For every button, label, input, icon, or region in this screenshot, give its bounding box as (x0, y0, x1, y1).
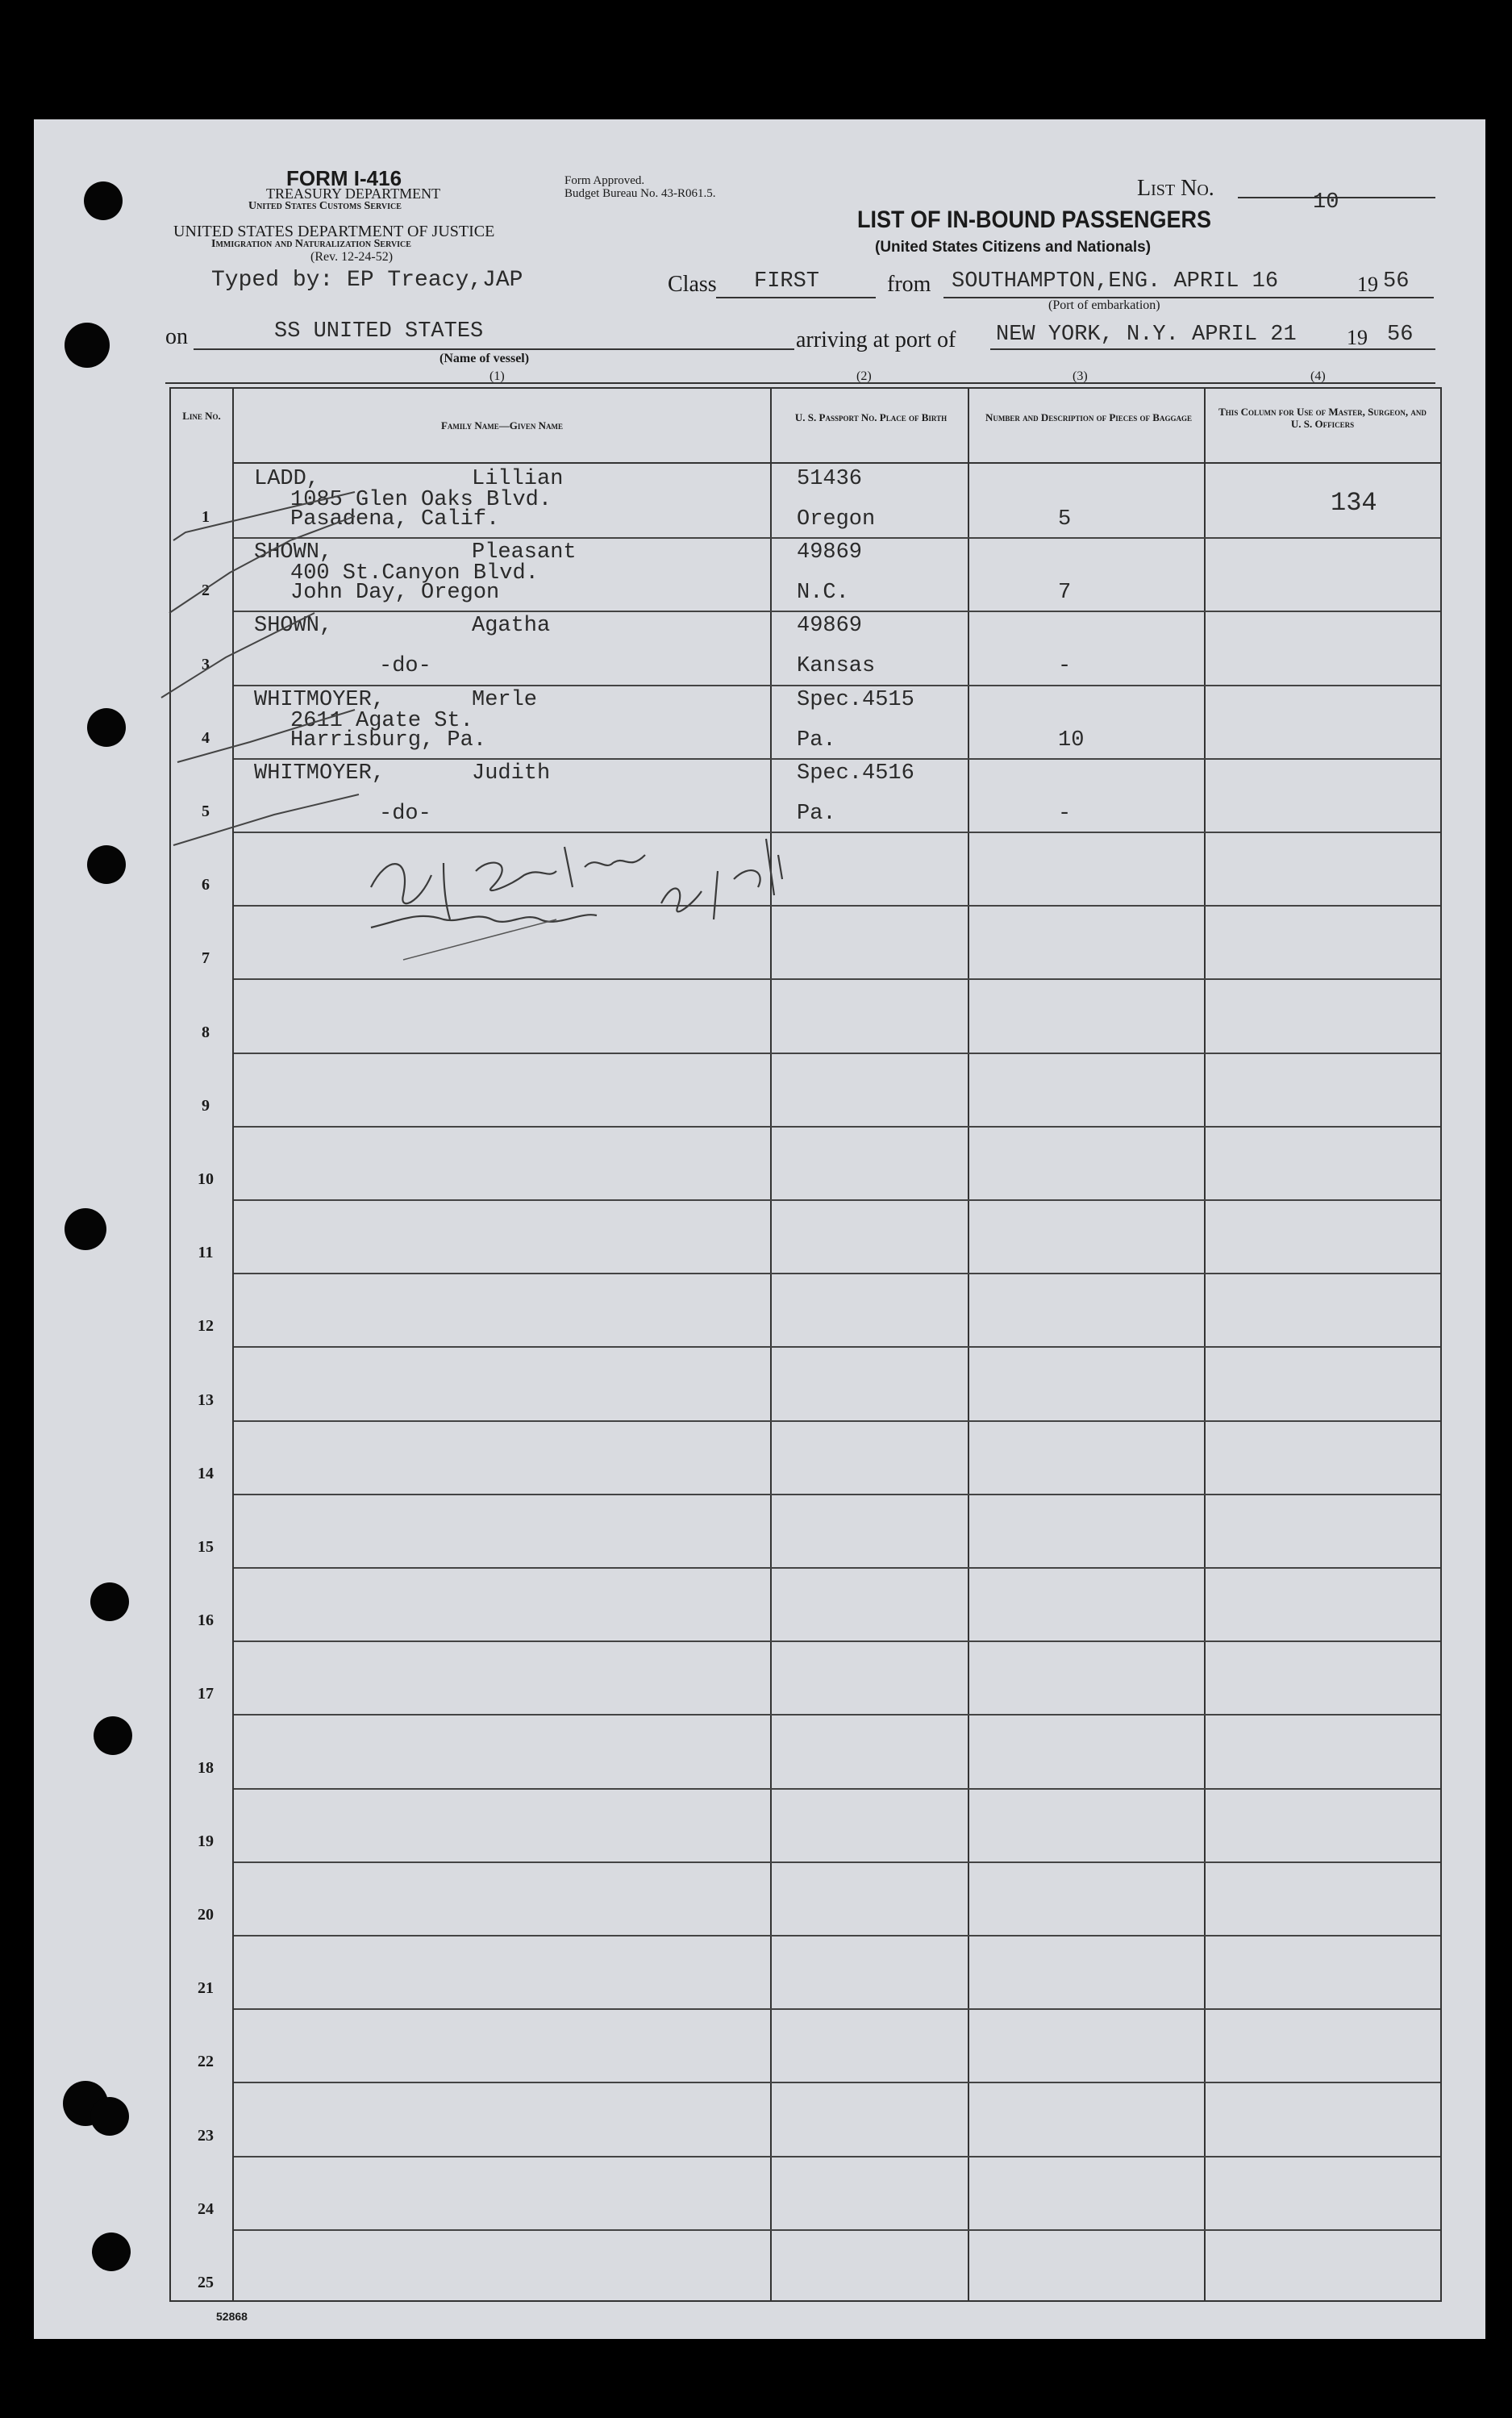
passenger-given-name: Merle (472, 688, 538, 712)
passenger-given-name: Pleasant (472, 540, 577, 565)
row-number: 13 (198, 1391, 214, 1409)
punch-hole (87, 708, 126, 747)
form-approved: Form Approved. (564, 174, 645, 187)
passenger-address: 400 St.Canyon Blvd. (290, 561, 539, 586)
header-name: Family Name—Given Name (440, 419, 563, 431)
arrival-year: 56 (1387, 323, 1414, 347)
row-number: 12 (198, 1317, 214, 1335)
punch-hole (87, 845, 126, 884)
row-number: 18 (198, 1759, 214, 1777)
row-rule (234, 611, 1440, 612)
passenger-address-city: Harrisburg, Pa. (290, 728, 487, 752)
table-bottom-rule (169, 2300, 1442, 2302)
row-number: 25 (198, 2274, 214, 2291)
customs-service: United States Customs Service (248, 200, 402, 212)
row-rule (234, 1199, 1440, 1201)
vessel-name: SS UNITED STATES (274, 319, 484, 344)
row-rule (234, 1126, 1440, 1128)
class-value: FIRST (754, 269, 820, 294)
passenger-family-name: SHOWN, (254, 614, 333, 638)
baggage-count: - (1058, 802, 1072, 826)
col-num-4: (4) (1310, 369, 1326, 383)
baggage-count: 5 (1058, 507, 1072, 532)
budget-bureau: Budget Bureau No. 43-R061.5. (564, 187, 716, 200)
place-of-birth: Pa. (797, 802, 836, 826)
row-number: 8 (202, 1023, 210, 1041)
row-number: 3 (202, 656, 210, 673)
list-no-label: List No. (1137, 176, 1214, 201)
row-number: 7 (202, 949, 210, 967)
row-number: 23 (198, 2127, 214, 2145)
col-num-1: (1) (489, 369, 505, 383)
treasury-dept: TREASURY DEPARTMENT (266, 186, 441, 202)
passport-number: 49869 (797, 540, 863, 565)
row-rule (234, 758, 1440, 760)
punch-hole (90, 1582, 129, 1621)
class-label: Class (668, 272, 717, 297)
row-number: 5 (202, 803, 210, 820)
table-right-border (1440, 387, 1442, 2300)
from-label: from (887, 272, 931, 297)
passenger-address: 2611 Agate St. (290, 709, 473, 733)
from-line (943, 297, 1434, 298)
col-divider-baggage (1204, 387, 1206, 2300)
col-num-3: (3) (1073, 369, 1088, 383)
header-bottom-rule (234, 462, 1440, 464)
passenger-family-name: WHITMOYER, (254, 688, 385, 712)
row-number: 9 (202, 1097, 210, 1115)
baggage-count: 10 (1058, 728, 1085, 752)
place-of-birth: Kansas (797, 654, 876, 678)
row-number: 15 (198, 1538, 214, 1556)
row-rule (234, 537, 1440, 539)
form-subtitle: (United States Citizens and Nationals) (875, 239, 1152, 256)
passport-number: Spec.4516 (797, 761, 914, 786)
embark-caption: (Port of embarkation) (1048, 298, 1160, 312)
from-value: SOUTHAMPTON,ENG. APRIL 16 (952, 269, 1279, 294)
on-label: on (165, 324, 188, 349)
row-rule (234, 1714, 1440, 1716)
passport-number: 51436 (797, 467, 863, 491)
place-of-birth: Oregon (797, 507, 876, 532)
row-rule (234, 1640, 1440, 1642)
header-officers: This Column for Use of Master, Surgeon, and U. S. Officers (1218, 406, 1427, 430)
place-of-birth: N.C. (797, 581, 849, 605)
passport-number: 49869 (797, 614, 863, 638)
passenger-address-city: Pasadena, Calif. (290, 507, 500, 532)
row-number: 6 (202, 876, 210, 894)
row-number: 19 (198, 1832, 214, 1850)
row-rule (234, 2082, 1440, 2083)
row-number: 24 (198, 2200, 214, 2218)
passenger-family-name: LADD, (254, 467, 320, 491)
table-top-rule (169, 387, 1440, 389)
punch-hole (94, 1716, 132, 1755)
row-rule (234, 1935, 1440, 1936)
justice-dept: UNITED STATES DEPARTMENT OF JUSTICE (173, 223, 495, 240)
row-number: 4 (202, 729, 210, 747)
place-of-birth: Pa. (797, 728, 836, 752)
header-line-no: Line No. (182, 410, 221, 422)
baggage-count: 7 (1058, 581, 1072, 605)
punch-hole (90, 2097, 129, 2136)
passenger-given-name: Agatha (472, 614, 551, 638)
passenger-family-name: WHITMOYER, (254, 761, 385, 786)
baggage-count: - (1058, 654, 1072, 678)
row-number: 10 (198, 1170, 214, 1188)
passenger-address-city: -do- (379, 654, 431, 678)
form-page (34, 119, 1485, 2339)
list-no-value: 10 (1313, 190, 1339, 215)
row-number: 14 (198, 1465, 214, 1482)
footer-code: 52868 (216, 2310, 248, 2323)
vessel-line (194, 348, 794, 350)
row-number: 22 (198, 2053, 214, 2070)
passenger-given-name: Judith (472, 761, 551, 786)
form-title: LIST OF IN-BOUND PASSENGERS (857, 206, 1212, 233)
row-number: 1 (202, 508, 210, 526)
punch-hole (84, 181, 123, 220)
arrival-line (990, 348, 1435, 350)
row-number: 20 (198, 1906, 214, 1924)
row-number: 11 (198, 1244, 214, 1261)
row-number: 16 (198, 1611, 214, 1629)
form-number: FORM I-416 (286, 166, 402, 190)
header-baggage: Number and Description of Pieces of Baggage (985, 411, 1192, 423)
from-year: 56 (1383, 269, 1410, 294)
class-line (716, 297, 876, 298)
row-rule (234, 1346, 1440, 1348)
col-num-2: (2) (856, 369, 872, 383)
row-number: 21 (198, 1979, 214, 1997)
arrival-port: NEW YORK, N.Y. APRIL 21 (996, 323, 1297, 347)
row-rule (234, 978, 1440, 980)
col-divider-name (770, 387, 772, 2300)
passenger-address-city: -do- (379, 802, 431, 826)
row-rule (234, 1788, 1440, 1790)
row-rule (234, 1494, 1440, 1495)
handwritten-tick-marks (153, 484, 363, 855)
punch-hole (65, 1208, 106, 1250)
passenger-address: 1085 Glen Oaks Blvd. (290, 488, 552, 512)
header-top-rule (165, 382, 1435, 384)
row-rule (234, 1053, 1440, 1054)
row-rule (234, 1861, 1440, 1863)
arriving-label: arriving at port of (796, 327, 956, 352)
inspector-signature (355, 798, 790, 976)
revision: (Rev. 12-24-52) (310, 250, 394, 264)
row-rule (234, 2229, 1440, 2231)
header-passport: U. S. Passport No. Place of Birth (794, 411, 948, 423)
row-rule (234, 2008, 1440, 2010)
row-number: 17 (198, 1685, 214, 1703)
from-year-prefix: 19 (1357, 273, 1378, 296)
col-divider-passport (968, 387, 969, 2300)
vessel-caption: (Name of vessel) (439, 352, 530, 365)
passenger-address-city: John Day, Oregon (290, 581, 500, 605)
passenger-family-name: SHOWN, (254, 540, 333, 565)
row-rule (234, 1567, 1440, 1569)
arrival-year-prefix: 19 (1347, 326, 1368, 349)
passport-number: Spec.4515 (797, 688, 914, 712)
typed-by: Typed by: EP Treacy,JAP (211, 268, 523, 293)
row-number: 2 (202, 582, 210, 599)
row-rule (234, 685, 1440, 686)
punch-hole (92, 2232, 131, 2271)
row-rule (234, 2156, 1440, 2157)
passenger-given-name: Lillian (472, 467, 564, 491)
punch-hole (65, 323, 110, 368)
row-rule (234, 1273, 1440, 1274)
officer-note: 134 (1331, 488, 1377, 518)
ins-service: Immigration and Naturalization Service (211, 238, 411, 250)
row-rule (234, 1420, 1440, 1422)
